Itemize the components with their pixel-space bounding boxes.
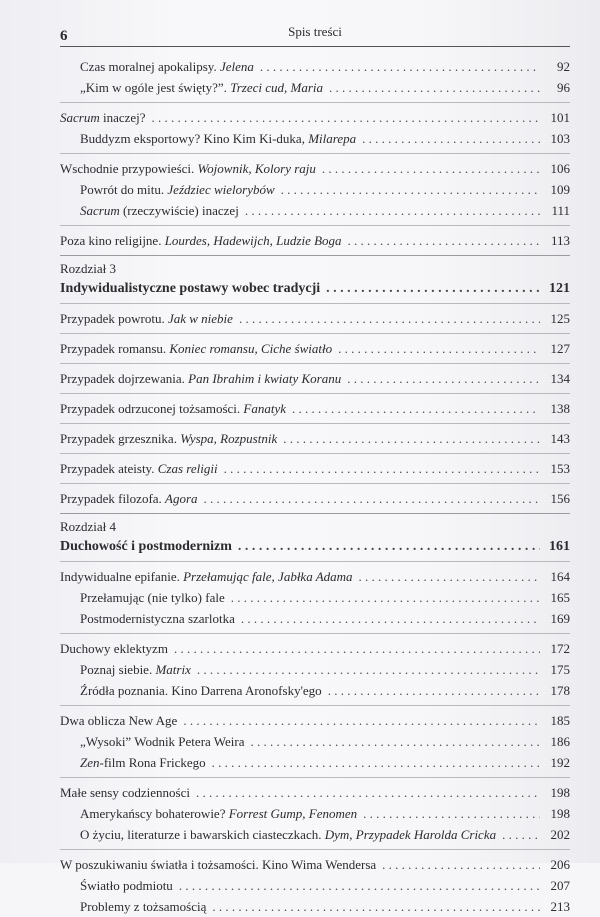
toc-entry: Postmodernistyczna szarlotka . . . 169: [60, 608, 570, 629]
chapter-title: Duchowość i postmodernizm . . . 161: [60, 536, 570, 557]
toc-entry: Przypadek filozofa. Agora . . . 156: [60, 488, 570, 509]
toc-entry: Przypadek grzesznika. Wyspa, Rozpustnik . . . 143: [60, 428, 570, 449]
toc-entry: Zen-film Rona Frickego . . . 192: [60, 752, 570, 773]
table-of-contents: [60, 56, 570, 917]
toc-entry: Amerykańscy bohaterowie? Forrest Gump, Fenomen . . . 198: [60, 803, 570, 824]
toc-entry: Dwa oblicza New Age . . . 185: [60, 710, 570, 731]
toc-entry: Małe sensy codzienności . . . 198: [60, 782, 570, 803]
toc-entry: „Wysoki” Wodnik Petera Weira . . . 186: [60, 731, 570, 752]
section-divider: [60, 363, 570, 364]
section-divider: [60, 423, 570, 424]
toc-entry: Powrót do mitu. Jeździec wielorybów . . . 109: [60, 179, 570, 200]
section-divider: [60, 849, 570, 850]
chapter-divider: [60, 255, 570, 256]
toc-entry: Źródła poznania. Kino Darrena Aronofsky'ego . . . 178: [60, 680, 570, 701]
section-divider: [60, 777, 570, 778]
section-divider: [60, 453, 570, 454]
section-divider: [60, 225, 570, 226]
toc-entry: Poza kino religijne. Lourdes, Hadewijch, Ludzie Boga . . . 113: [60, 230, 570, 251]
toc-entry: Problemy z tożsamością . . . 213: [60, 896, 570, 917]
page-header: [60, 24, 570, 46]
section-divider: [60, 705, 570, 706]
toc-entry: Przypadek ateisty. Czas religii . . . 153: [60, 458, 570, 479]
toc-entry: Sacrum (rzeczywiście) inaczej . . . 111: [60, 200, 570, 221]
toc-entry: Światło podmiotu . . . 207: [60, 875, 570, 896]
toc-entry: Sacrum inaczej? . . . 101: [60, 107, 570, 128]
header-rule: [60, 46, 570, 47]
toc-entry: „Kim w ogóle jest święty?”. Trzeci cud, Maria . . . 96: [60, 77, 570, 98]
section-divider: [60, 483, 570, 484]
chapter-divider: [60, 513, 570, 514]
toc-entry: Poznaj siebie. Matrix . . . 175: [60, 659, 570, 680]
toc-entry: Buddyzm eksportowy? Kino Kim Ki-duka, Milarepa . . . 103: [60, 128, 570, 149]
section-divider: [60, 153, 570, 154]
toc-entry: W poszukiwaniu światła i tożsamości. Kino Wima Wendersa . . . 206: [60, 854, 570, 875]
toc-entry: Przełamując (nie tylko) fale . . . 165: [60, 587, 570, 608]
section-divider: [60, 102, 570, 103]
toc-entry: Czas moralnej apokalipsy. Jelena . . . 92: [60, 56, 570, 77]
toc-entry: O życiu, literaturze i bawarskich ciasteczkach. Dym, Przypadek Harolda Cricka . . . 202: [60, 824, 570, 845]
toc-entry: Przypadek dojrzewania. Pan Ibrahim i kwiaty Koranu . . . 134: [60, 368, 570, 389]
toc-entry: Duchowy eklektyzm . . . 172: [60, 638, 570, 659]
toc-entry: Wschodnie przypowieści. Wojownik, Kolory raju . . . 106: [60, 158, 570, 179]
toc-entry: Przypadek romansu. Koniec romansu, Ciche światło . . . 127: [60, 338, 570, 359]
section-divider: [60, 393, 570, 394]
toc-entry: Przypadek powrotu. Jak w niebie . . . 125: [60, 308, 570, 329]
toc-entry: Przypadek odrzuconej tożsamości. Fanatyk . . . 138: [60, 398, 570, 419]
page-number: 6: [60, 28, 68, 44]
chapter-label: Rozdział 4: [60, 519, 116, 534]
chapter-title: Indywidualistyczne postawy wobec tradycji . . . 121: [60, 278, 570, 299]
toc-entry: Indywidualne epifanie. Przełamując fale, Jabłka Adama . . . 164: [60, 566, 570, 587]
chapter-label: Rozdział 3: [60, 261, 116, 276]
section-divider: [60, 561, 570, 562]
running-title: Spis treści: [288, 24, 342, 39]
section-divider: [60, 303, 570, 304]
section-divider: [60, 633, 570, 634]
section-divider: [60, 333, 570, 334]
